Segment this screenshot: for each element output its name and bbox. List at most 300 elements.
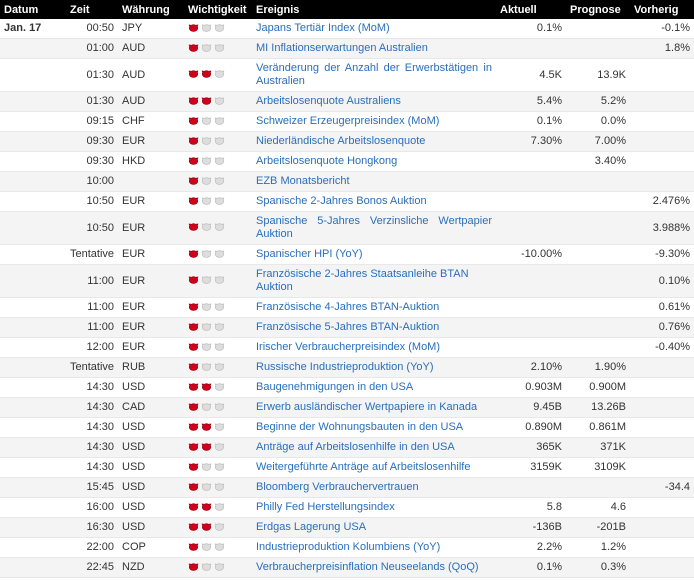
bull-head-icon (201, 382, 212, 393)
table-row[interactable] (0, 39, 694, 59)
bull-head-icon (188, 402, 199, 413)
table-row[interactable] (0, 338, 694, 358)
event-link[interactable]: Verbraucherpreisinflation Neuseelands (QoQ) (256, 561, 479, 573)
table-row[interactable] (0, 152, 694, 172)
table-row[interactable] (0, 172, 694, 192)
table-row[interactable] (0, 212, 694, 245)
cell-event (252, 518, 496, 538)
event-link[interactable]: Russische Industrieproduktion (YoY) (256, 361, 434, 373)
cell-previous (630, 92, 694, 112)
cell-event (252, 265, 496, 298)
table-row[interactable] (0, 245, 694, 265)
cell-previous: -34.4 (630, 478, 694, 498)
cell-event (252, 498, 496, 518)
cell-currency: USD (118, 378, 184, 398)
cell-actual: 2.2% (496, 538, 566, 558)
cell-event (252, 298, 496, 318)
table-row[interactable] (0, 378, 694, 398)
cell-time: 14:30 (66, 458, 118, 478)
bull-head-icon (201, 302, 212, 313)
cell-importance (184, 418, 252, 438)
event-link[interactable]: Spanische 2-Jahres Bonos Auktion (256, 195, 427, 207)
event-link[interactable]: Industrieproduktion Kolumbiens (YoY) (256, 541, 441, 553)
cell-currency (118, 172, 184, 192)
table-row[interactable] (0, 458, 694, 478)
bull-head-icon (214, 275, 225, 286)
cell-actual (496, 152, 566, 172)
cell-date (0, 438, 66, 458)
table-row[interactable] (0, 358, 694, 378)
cell-importance (184, 338, 252, 358)
bull-head-icon (188, 222, 199, 233)
event-link[interactable]: Spanischer HPI (YoY) (256, 248, 363, 260)
cell-previous (630, 498, 694, 518)
table-row[interactable] (0, 418, 694, 438)
event-link[interactable]: MI Inflationserwartungen Australien (256, 42, 428, 54)
cell-date: Jan. 17 (0, 19, 66, 39)
cell-time: 11:00 (66, 318, 118, 338)
cell-previous: 0.76% (630, 318, 694, 338)
bull-head-icon (214, 402, 225, 413)
cell-importance (184, 39, 252, 59)
column-header-previous[interactable]: Vorherig (630, 0, 694, 19)
table-row[interactable] (0, 318, 694, 338)
cell-currency: NZD (118, 558, 184, 578)
cell-actual: 2.10% (496, 358, 566, 378)
event-link[interactable]: Arbeitslosenquote Hongkong (256, 155, 398, 167)
bull-head-icon (188, 43, 199, 54)
column-header-actual[interactable]: Aktuell (496, 0, 566, 19)
cell-date (0, 458, 66, 478)
bull-head-icon (188, 422, 199, 433)
bull-head-icon (201, 222, 212, 233)
cell-date (0, 298, 66, 318)
cell-event (252, 538, 496, 558)
cell-currency: RUB (118, 358, 184, 378)
cell-currency: HKD (118, 152, 184, 172)
event-link[interactable]: Philly Fed Herstellungsindex (256, 501, 395, 513)
cell-time: 12:00 (66, 338, 118, 358)
cell-forecast: 4.6 (566, 498, 630, 518)
cell-forecast: 0.861M (566, 418, 630, 438)
cell-previous (630, 59, 694, 92)
cell-event (252, 59, 496, 92)
bull-head-icon (201, 176, 212, 187)
cell-actual: 5.4% (496, 92, 566, 112)
bull-head-icon (201, 522, 212, 533)
bull-head-icon (188, 482, 199, 493)
cell-actual: 0.1% (496, 19, 566, 39)
bull-head-icon (214, 322, 225, 333)
bull-head-icon (188, 196, 199, 207)
cell-event (252, 172, 496, 192)
event-link[interactable]: Niederländische Arbeitslosenquote (256, 135, 426, 147)
cell-forecast: 0.3% (566, 558, 630, 578)
cell-actual: 0.903M (496, 378, 566, 398)
bull-head-icon (201, 562, 212, 573)
event-link[interactable]: Spanische 5-Jahres Verzinsliche Wertpapier Auktion (256, 215, 492, 240)
cell-previous (630, 438, 694, 458)
bull-head-icon (201, 342, 212, 353)
cell-date (0, 318, 66, 338)
cell-previous (630, 418, 694, 438)
cell-actual: 3159K (496, 458, 566, 478)
bull-head-icon (214, 96, 225, 107)
cell-importance (184, 152, 252, 172)
bull-head-icon (214, 462, 225, 473)
cell-currency: EUR (118, 318, 184, 338)
cell-forecast: 3109K (566, 458, 630, 478)
bull-head-icon (201, 542, 212, 553)
cell-previous: -0.40% (630, 338, 694, 358)
cell-actual: -10.00% (496, 245, 566, 265)
table-row[interactable] (0, 438, 694, 458)
cell-importance (184, 498, 252, 518)
cell-forecast: 0.0% (566, 112, 630, 132)
cell-importance (184, 398, 252, 418)
table-row[interactable] (0, 498, 694, 518)
table-row[interactable] (0, 518, 694, 538)
table-row[interactable] (0, 478, 694, 498)
bull-head-icon (214, 362, 225, 373)
cell-forecast: -201B (566, 518, 630, 538)
table-row[interactable] (0, 265, 694, 298)
cell-previous (630, 112, 694, 132)
cell-currency: AUD (118, 39, 184, 59)
event-link[interactable]: EZB Monatsbericht (256, 175, 350, 187)
cell-time: 09:30 (66, 132, 118, 152)
event-link[interactable]: Bloomberg Verbrauchervertrauen (256, 481, 419, 493)
cell-currency: JPY (118, 19, 184, 39)
cell-date (0, 245, 66, 265)
cell-importance (184, 112, 252, 132)
bull-head-icon (214, 482, 225, 493)
bull-head-icon (188, 382, 199, 393)
cell-currency: USD (118, 438, 184, 458)
bull-head-icon (188, 156, 199, 167)
bull-head-icon (201, 402, 212, 413)
bull-head-icon (214, 156, 225, 167)
cell-importance (184, 19, 252, 39)
cell-currency: AUD (118, 59, 184, 92)
cell-time: 14:30 (66, 398, 118, 418)
table-row[interactable] (0, 558, 694, 578)
cell-forecast (566, 298, 630, 318)
cell-date (0, 152, 66, 172)
table-row[interactable] (0, 538, 694, 558)
cell-event (252, 112, 496, 132)
bull-head-icon (201, 422, 212, 433)
cell-time: 09:15 (66, 112, 118, 132)
table-row[interactable] (0, 132, 694, 152)
cell-date (0, 418, 66, 438)
cell-date (0, 338, 66, 358)
cell-time: 01:00 (66, 39, 118, 59)
event-link[interactable]: Arbeitslosenquote Australiens (256, 95, 401, 107)
bull-head-icon (214, 249, 225, 260)
bull-head-icon (201, 69, 212, 80)
bull-head-icon (214, 176, 225, 187)
cell-previous (630, 152, 694, 172)
cell-event (252, 338, 496, 358)
bull-head-icon (214, 342, 225, 353)
cell-importance (184, 245, 252, 265)
cell-time: 00:50 (66, 19, 118, 39)
cell-time: 16:00 (66, 498, 118, 518)
cell-time: 14:30 (66, 378, 118, 398)
cell-actual: 0.890M (496, 418, 566, 438)
cell-time: Tentative (66, 358, 118, 378)
table-header (0, 0, 694, 19)
bull-head-icon (214, 502, 225, 513)
bull-head-icon (201, 116, 212, 127)
cell-importance (184, 265, 252, 298)
bull-head-icon (188, 302, 199, 313)
cell-date (0, 212, 66, 245)
bull-head-icon (201, 362, 212, 373)
bull-head-icon (188, 176, 199, 187)
bull-head-icon (214, 522, 225, 533)
cell-date (0, 358, 66, 378)
cell-importance (184, 518, 252, 538)
cell-previous (630, 558, 694, 578)
bull-head-icon (201, 196, 212, 207)
cell-previous (630, 458, 694, 478)
cell-previous: 1.8% (630, 39, 694, 59)
cell-date (0, 172, 66, 192)
cell-importance (184, 538, 252, 558)
bull-head-icon (214, 222, 225, 233)
event-link[interactable]: Baugenehmigungen in den USA (256, 381, 414, 393)
bull-head-icon (188, 562, 199, 573)
cell-actual (496, 298, 566, 318)
cell-importance (184, 132, 252, 152)
cell-event (252, 39, 496, 59)
cell-forecast (566, 39, 630, 59)
bull-head-icon (214, 562, 225, 573)
event-link[interactable]: Weitergeführte Anträge auf Arbeitslosenhilfe (256, 461, 471, 473)
event-link[interactable]: Französische 5-Jahres BTAN-Auktion (256, 321, 440, 333)
cell-time: 11:00 (66, 265, 118, 298)
cell-actual: 365K (496, 438, 566, 458)
cell-currency: EUR (118, 132, 184, 152)
bull-head-icon (214, 69, 225, 80)
bull-head-icon (201, 136, 212, 147)
bull-head-icon (188, 275, 199, 286)
cell-importance (184, 192, 252, 212)
bull-head-icon (188, 522, 199, 533)
cell-forecast (566, 318, 630, 338)
cell-forecast (566, 172, 630, 192)
bull-head-icon (188, 249, 199, 260)
column-header-event[interactable]: Ereignis (252, 0, 496, 19)
cell-previous (630, 172, 694, 192)
cell-importance (184, 92, 252, 112)
cell-date (0, 112, 66, 132)
bull-head-icon (201, 462, 212, 473)
column-header-forecast[interactable]: Prognose (566, 0, 630, 19)
column-header-time[interactable]: Zeit (66, 0, 118, 19)
cell-event (252, 245, 496, 265)
table-row[interactable] (0, 92, 694, 112)
bull-head-icon (201, 442, 212, 453)
cell-actual: -136B (496, 518, 566, 538)
cell-importance (184, 438, 252, 458)
cell-event (252, 378, 496, 398)
header-row (0, 0, 694, 19)
table-row[interactable] (0, 398, 694, 418)
cell-importance (184, 558, 252, 578)
cell-date (0, 39, 66, 59)
cell-actual (496, 478, 566, 498)
cell-date (0, 265, 66, 298)
bull-head-icon (188, 322, 199, 333)
cell-event (252, 418, 496, 438)
cell-date (0, 92, 66, 112)
cell-date (0, 498, 66, 518)
cell-forecast (566, 265, 630, 298)
cell-actual (496, 39, 566, 59)
cell-previous (630, 518, 694, 538)
cell-time: Tentative (66, 245, 118, 265)
cell-forecast: 0.900M (566, 378, 630, 398)
bull-head-icon (214, 442, 225, 453)
cell-currency: USD (118, 458, 184, 478)
cell-event (252, 212, 496, 245)
bull-head-icon (188, 362, 199, 373)
bull-head-icon (188, 136, 199, 147)
cell-importance (184, 298, 252, 318)
bull-head-icon (201, 502, 212, 513)
cell-forecast: 1.90% (566, 358, 630, 378)
cell-time: 10:50 (66, 192, 118, 212)
cell-importance (184, 378, 252, 398)
cell-currency: EUR (118, 192, 184, 212)
cell-time: 09:30 (66, 152, 118, 172)
bull-head-icon (214, 422, 225, 433)
bull-head-icon (201, 322, 212, 333)
bull-head-icon (188, 442, 199, 453)
bull-head-icon (188, 542, 199, 553)
cell-forecast (566, 192, 630, 212)
bull-head-icon (188, 96, 199, 107)
cell-event (252, 398, 496, 418)
table-body (0, 19, 694, 578)
cell-forecast: 5.2% (566, 92, 630, 112)
cell-currency: EUR (118, 265, 184, 298)
cell-time: 16:30 (66, 518, 118, 538)
cell-date (0, 378, 66, 398)
cell-forecast: 7.00% (566, 132, 630, 152)
event-link[interactable]: Japans Tertiär Index (MoM) (256, 22, 390, 34)
event-link[interactable]: Beginne der Wohnungsbauten in den USA (256, 421, 464, 433)
event-link[interactable]: Irischer Verbraucherpreisindex (MoM) (256, 341, 441, 353)
bull-head-icon (214, 542, 225, 553)
cell-importance (184, 458, 252, 478)
cell-currency: USD (118, 418, 184, 438)
cell-time: 10:00 (66, 172, 118, 192)
cell-date (0, 518, 66, 538)
cell-date (0, 192, 66, 212)
cell-date (0, 59, 66, 92)
cell-previous (630, 538, 694, 558)
column-header-currency[interactable]: Währung (118, 0, 184, 19)
bull-head-icon (201, 482, 212, 493)
cell-event (252, 358, 496, 378)
bull-head-icon (214, 43, 225, 54)
cell-previous: -9.30% (630, 245, 694, 265)
cell-actual: 0.1% (496, 558, 566, 578)
cell-date (0, 558, 66, 578)
cell-forecast (566, 212, 630, 245)
cell-event (252, 478, 496, 498)
bull-head-icon (201, 156, 212, 167)
bull-head-icon (214, 302, 225, 313)
cell-actual: 5.8 (496, 498, 566, 518)
event-link[interactable]: Französische 2-Jahres Staatsanleihe BTAN Auktion (256, 268, 469, 293)
cell-currency: USD (118, 498, 184, 518)
cell-currency: EUR (118, 212, 184, 245)
cell-previous: 2.476% (630, 192, 694, 212)
cell-importance (184, 212, 252, 245)
cell-event (252, 558, 496, 578)
table-row[interactable] (0, 112, 694, 132)
event-link[interactable]: Veränderung der Anzahl der Erwerbstätigen in Australien (256, 62, 492, 87)
column-header-importance[interactable]: Wichtigkeit (184, 0, 252, 19)
cell-event (252, 152, 496, 172)
table-row[interactable] (0, 19, 694, 39)
cell-actual: 0.1% (496, 112, 566, 132)
cell-forecast (566, 245, 630, 265)
table-row[interactable] (0, 59, 694, 92)
event-link[interactable]: Erdgas Lagerung USA (256, 521, 367, 533)
cell-actual (496, 318, 566, 338)
cell-forecast (566, 478, 630, 498)
cell-currency: EUR (118, 338, 184, 358)
cell-time: 01:30 (66, 59, 118, 92)
cell-currency: CAD (118, 398, 184, 418)
table-row[interactable] (0, 298, 694, 318)
cell-previous (630, 358, 694, 378)
bull-head-icon (214, 382, 225, 393)
cell-time: 14:30 (66, 418, 118, 438)
column-header-date[interactable]: Datum (0, 0, 66, 19)
cell-actual (496, 338, 566, 358)
cell-importance (184, 318, 252, 338)
event-link[interactable]: Anträge auf Arbeitslosenhilfe in den USA (256, 441, 455, 453)
event-link[interactable]: Erwerb ausländischer Wertpapiere in Kanada (256, 401, 478, 413)
cell-actual (496, 172, 566, 192)
bull-head-icon (214, 136, 225, 147)
cell-actual: 4.5K (496, 59, 566, 92)
bull-head-icon (201, 43, 212, 54)
cell-currency: EUR (118, 245, 184, 265)
cell-previous: -0.1% (630, 19, 694, 39)
cell-time: 15:45 (66, 478, 118, 498)
table-row[interactable] (0, 192, 694, 212)
cell-date (0, 132, 66, 152)
cell-currency: USD (118, 518, 184, 538)
cell-time: 14:30 (66, 438, 118, 458)
cell-previous: 0.10% (630, 265, 694, 298)
cell-date (0, 478, 66, 498)
bull-head-icon (201, 23, 212, 34)
cell-currency: AUD (118, 92, 184, 112)
event-link[interactable]: Schweizer Erzeugerpreisindex (MoM) (256, 115, 440, 127)
cell-time: 11:00 (66, 298, 118, 318)
bull-head-icon (188, 23, 199, 34)
event-link[interactable]: Französische 4-Jahres BTAN-Auktion (256, 301, 440, 313)
